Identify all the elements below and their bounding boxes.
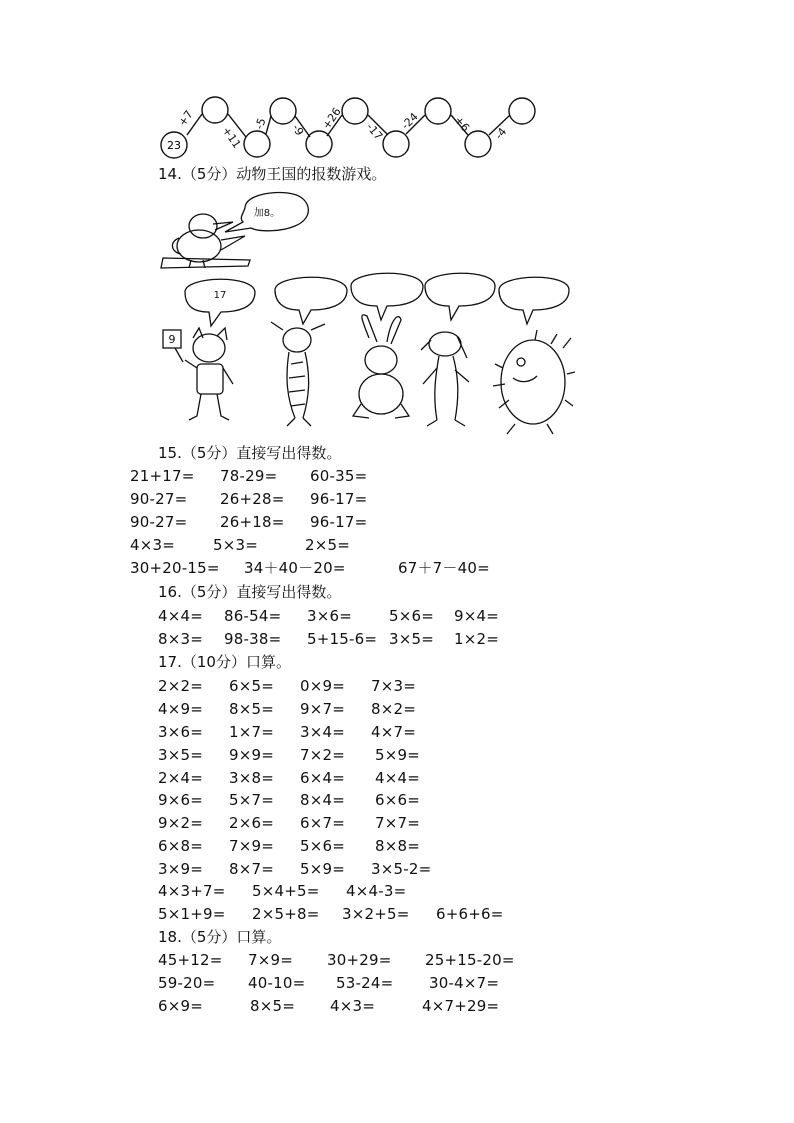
tiger-icon [271,322,325,426]
chain-op: -24 [398,110,421,133]
problem: 6×4= [300,769,346,787]
problem: 30+20-15= [130,559,220,577]
problem: 3×2+5= [342,905,410,923]
problem: 5×4+5= [252,882,320,900]
chain-op: -5 [252,116,269,132]
problem: 60-35= [310,467,368,485]
q17-title: 17.（10分）口算。 [158,653,291,671]
problem: 8×7= [229,860,275,878]
problem: 90-27= [130,513,188,531]
bird-says-text: 加8。 [253,208,281,219]
chain-op: +6 [451,113,473,135]
problem: 30-4×7= [429,974,500,992]
problem: 3×8= [229,769,275,787]
problem: 8×4= [300,791,346,809]
rabbit-icon [353,315,409,418]
problem: 2×5+8= [252,905,320,923]
problem: 7×2= [300,746,346,764]
problem: 3×4= [300,723,346,741]
problem: 4×3= [130,536,176,554]
problem: 2×6= [229,814,275,832]
problem: 4×4= [158,607,204,625]
problem: 3×5= [158,746,204,764]
problem: 7×9= [248,951,294,969]
problem: 5×3= [213,536,259,554]
problem: 9×4= [454,607,500,625]
problem: 8×5= [229,700,275,718]
q15-title: 15.（5分）直接写出得数。 [158,444,342,462]
problem: 4×3+7= [158,882,226,900]
chain-answer-circle [244,131,270,157]
problem: 78-29= [220,467,278,485]
problem: 8×2= [371,700,417,718]
chain-answer-circle [425,98,451,124]
chain-answer-circle [342,98,368,124]
problem: 53-24= [336,974,394,992]
problem: 5×6= [389,607,435,625]
problem: 9×2= [158,814,204,832]
problem: 4×4= [375,769,421,787]
chain-answer-circle [383,131,409,157]
tiger-speech-bubble [275,277,347,324]
chain-answer-circle [465,131,491,157]
chain-op: -9 [289,122,307,138]
problem: 6×6= [375,791,421,809]
problem: 7×3= [371,677,417,695]
problem: 8×3= [158,630,204,648]
chain-op: +11 [219,124,244,151]
chain-answer-circle [306,131,332,157]
problem: 21+17= [130,467,195,485]
problem: 26+18= [220,513,285,531]
chain-op: -17 [363,120,386,143]
problem: 8×5= [250,997,296,1015]
problem: 5+15-6= [307,630,378,648]
dog-icon [421,332,469,426]
problem: 4×7= [371,723,417,741]
problem: 5×9= [375,746,421,764]
problem: 5×6= [300,837,346,855]
chain-op: -4 [492,125,510,142]
problem: 9×7= [300,700,346,718]
problem: 59-20= [158,974,216,992]
dog-speech-bubble [425,273,495,320]
problem: 2×2= [158,677,204,695]
problem: 45+12= [158,951,223,969]
problem: 6×9= [158,997,204,1015]
problem: 98-38= [224,630,282,648]
number-chain-diagram [150,90,550,165]
problem: 6+6+6= [436,905,504,923]
problem: 5×7= [229,791,275,809]
problem: 3×5= [389,630,435,648]
chain-op: +26 [319,105,344,132]
chain-answer-circle [270,98,296,124]
pig-says-text: 17 [213,290,227,301]
q18-title: 18.（5分）口算。 [158,928,282,946]
problem: 6×8= [158,837,204,855]
problem: 5×9= [300,860,346,878]
problem: 34＋40－20= [244,559,346,577]
problem: 26+28= [220,490,285,508]
problem: 1×2= [454,630,500,648]
problem: 2×4= [158,769,204,787]
problem: 25+15-20= [425,951,515,969]
problem: 1×7= [229,723,275,741]
problem: 3×9= [158,860,204,878]
problem: 7×9= [229,837,275,855]
problem: 96-17= [310,513,368,531]
problem: 96-17= [310,490,368,508]
problem: 9×6= [158,791,204,809]
problem: 7×7= [375,814,421,832]
problem: 90-27= [130,490,188,508]
problem: 2×5= [305,536,351,554]
q14-title: 14.（5分）动物王国的报数游戏。 [158,165,387,183]
problem: 4×3= [330,997,376,1015]
problem: 30+29= [327,951,392,969]
problem: 40-10= [248,974,306,992]
rabbit-speech-bubble [351,273,423,320]
pig-speech-bubble [185,279,255,326]
problem: 9×9= [229,746,275,764]
problem: 6×7= [300,814,346,832]
bird-icon [161,214,250,268]
q16-title: 16.（5分）直接写出得数。 [158,583,342,601]
chain-start-value: 23 [167,139,181,152]
problem: 3×5-2= [371,860,432,878]
chain-op: +7 [175,107,196,129]
problem: 4×4-3= [346,882,407,900]
problem: 3×6= [307,607,353,625]
animal-counting-illustration [155,188,575,443]
problem: 3×6= [158,723,204,741]
problem: 8×8= [375,837,421,855]
chain-answer-circle [202,97,228,123]
problem: 4×7+29= [422,997,500,1015]
problem: 67＋7－40= [398,559,490,577]
problem: 0×9= [300,677,346,695]
hedgehog-icon [493,330,575,434]
problem: 86-54= [224,607,282,625]
pig-sign-text: 9 [168,333,176,346]
hedgehog-speech-bubble [499,277,569,324]
problem: 5×1+9= [158,905,226,923]
chain-answer-circle [509,98,535,124]
problem: 6×5= [229,677,275,695]
problem: 4×9= [158,700,204,718]
